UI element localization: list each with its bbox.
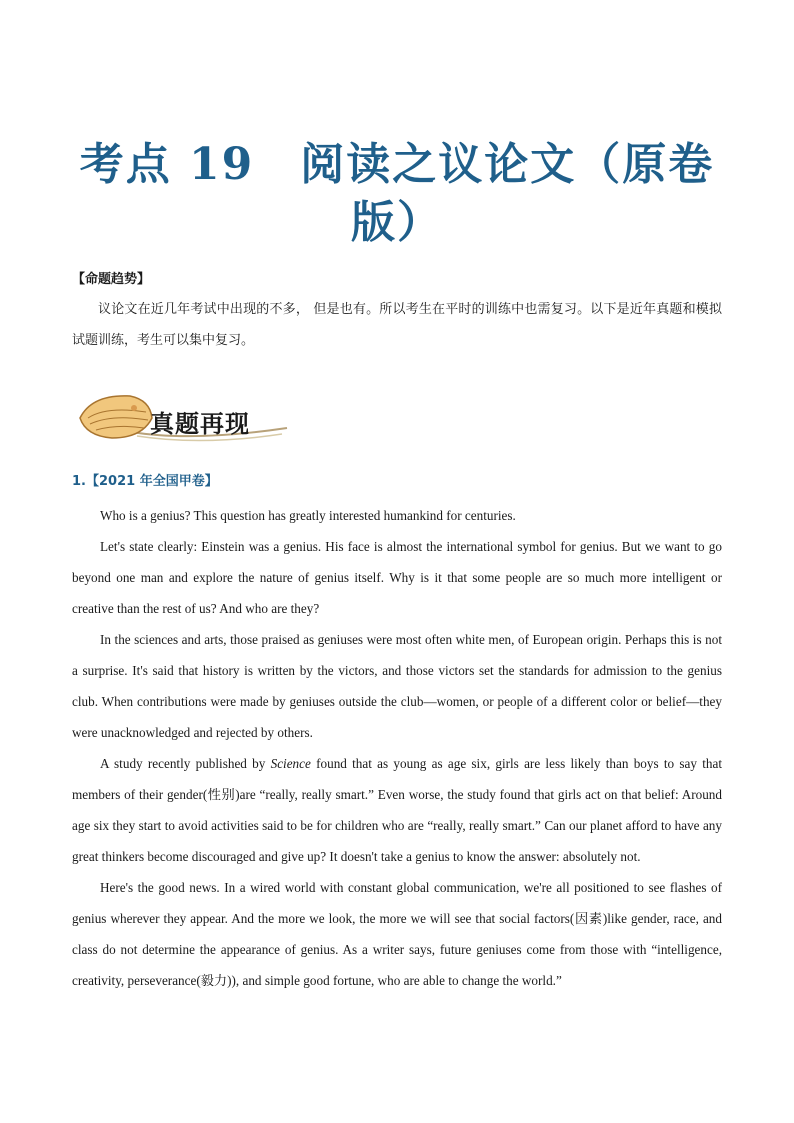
page-title-line-2: 版） xyxy=(351,197,443,248)
journal-name: Science xyxy=(270,756,311,771)
paragraph-2: Let's state clearly: Einstein was a genius. His face is almost the international symbol for genius. But we want to go beyond one man and explore the nature of genius itself. Why is it that some people are so much more intelligent or creative than the rest of us? And who are they? xyxy=(72,539,722,616)
paragraph-4-rest: found that as young as age six, girls are less likely than boys to say that members of their gender(性别)are “really, really smart.” Even worse, the study found that girls act on that belief: Around age six they start to avoid activities said to be for children who are “really, really smart.” Can our planet afford to have any great thinkers become discouraged and give up? It doesn't take a genius to know the answer: absolutely not. xyxy=(72,756,722,864)
trend-label: 【命题趋势】 xyxy=(72,272,151,287)
page-title-line-1: 考点 19 阅读之议论文（原卷 xyxy=(79,139,715,190)
reading-passage xyxy=(72,500,722,996)
paragraph-4 xyxy=(72,748,722,872)
paragraph-5: Here's the good news. In a wired world with constant global communication, we're all positioned to see flashes of genius wherever they appear. And the more we look, the more we will see that social factors(因素)like gender, race, and class do not determine the appearance of genius. As a writer says, future geniuses come from those with “intelligence, creativity, perseverance(毅力)), and simple good fortune, who are able to change the world.” xyxy=(72,880,722,988)
paragraph-1: Who is a genius? This question has greatly interested humankind for centuries. xyxy=(100,508,516,523)
banner-title: 真题再现 xyxy=(150,409,250,438)
trend-text: 议论文在近几年考试中出现的不多， 但是也有。所以考生在平时的训练中也需复习。以下是近年真题和模拟试题训练，考生可以集中复习。 xyxy=(72,302,722,348)
paragraph-4-start: A study recently published by xyxy=(100,756,271,771)
question-heading: 1.【2021 年全国甲卷】 xyxy=(72,474,218,489)
paragraph-3: In the sciences and arts, those praised as geniuses were most often white men, of European origin. Perhaps this is not a surprise. It's said that history is written by the victors, and those victors set the standards for admission to the genius club. When contributions were made by geniuses outside the club—women, or people of a different color or belief—they were unacknowledged and rejected by others. xyxy=(72,632,722,740)
page-title xyxy=(60,136,734,252)
